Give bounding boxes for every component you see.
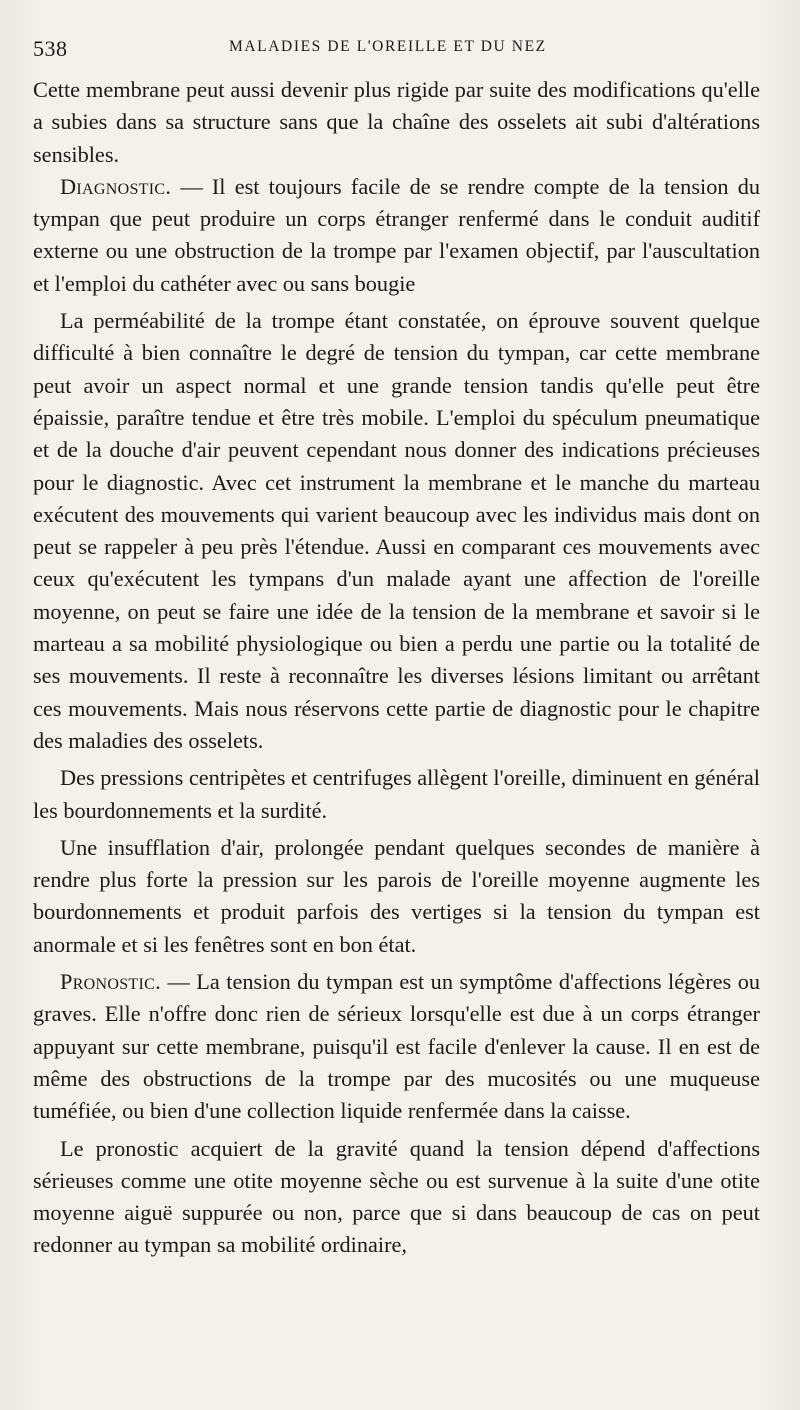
paragraph-text: Une insufflation d'air, prolongée pendant quelques secondes de manière à rendre plus forte la pression sur les parois de l'oreille moyenne augmente les bourdonnements et produit parfois des vertiges si la tension du tympan est anormale et si les fenêtres sont en bon état. xyxy=(33,834,760,957)
paragraph-diagnostic xyxy=(33,171,760,300)
section-heading-pronostic: Pronostic. xyxy=(60,969,161,995)
paragraph-text: Le pronostic acquiert de la gravité quand la tension dépend d'affections sérieuses comme une otite moyenne sèche ou est survenue à la suite d'une otite moyenne aiguë suppurée ou non, parce que si dans beaucoup de cas on peut redonner au tympan sa mobilité ordinaire, xyxy=(33,1135,760,1258)
body-text xyxy=(33,74,760,1262)
paragraph-gravite xyxy=(33,1133,760,1262)
paragraph-permeabilite xyxy=(33,305,760,757)
paragraph-text: — La tension du tympan est un symptôme d'affections légères ou graves. Elle n'offre donc rien de sérieux lorsqu'elle est due à un corps étranger appuyant sur cette membrane, puisqu'il est facile d'enlever la cause. Il en est de même des obstructions de la trompe par des mucosités ou une muqueuse tuméfiée, ou bien d'une collection liquide renfermée dans la caisse. xyxy=(33,969,760,1124)
section-heading-diagnostic: Diagnostic. xyxy=(60,173,172,199)
paragraph-text: Cette membrane peut aussi devenir plus rigide par suite des modifications qu'elle a subies dans sa structure sans que la chaîne des osselets ait subi d'altérations sensibles. xyxy=(33,77,760,167)
running-title: MALADIES DE L'OREILLE ET DU NEZ xyxy=(229,38,547,55)
paragraph-continuation xyxy=(33,74,760,171)
page-number: 538 xyxy=(33,36,68,61)
paragraph-pressions xyxy=(33,762,760,827)
paragraph-pronostic xyxy=(33,966,760,1127)
page-header xyxy=(33,30,760,74)
paragraph-text: Des pressions centripètes et centrifuges allègent l'oreille, diminuent en général les bourdonnements et la surdité. xyxy=(33,765,760,823)
paragraph-text: La perméabilité de la trompe étant constatée, on éprouve souvent quelque difficulté à bien connaître le degré de tension du tympan, car cette membrane peut avoir un aspect normal et une grande tension tandis qu'elle peut être épaissie, paraître tendue et être très mobile. L'emploi du spéculum pneumatique et de la douche d'air peuvent cependant nous donner des indications précieuses pour le diagnostic. Avec cet instrument la membrane et le manche du marteau exécutent des mouvements qui varient beaucoup avec les individus mais dont on peut se rappeler à peu près l'étendue. Aussi en comparant ces mouvements avec ceux qu'exécutent les tympans d'un malade ayant une affection de l'oreille moyenne, on peut se faire une idée de la tension de la membrane et savoir si le marteau a sa mobilité physiologique ou bien a perdu une partie ou la totalité de ses mouvements. Il reste à reconnaître les diverses lésions limitant ou arrêtant ces mouvements. Mais nous réservons cette partie de diagnostic pour le chapitre des maladies des osselets. xyxy=(33,308,760,753)
paragraph-insufflation xyxy=(33,832,760,961)
paragraph-text: — Il est toujours facile de se rendre compte de la tension du tympan que peut produire un corps étranger renfermé dans le conduit auditif externe ou une obstruction de la trompe par l'examen objectif, par l'auscultation et l'emploi du cathéter avec ou sans bougie xyxy=(33,173,760,296)
